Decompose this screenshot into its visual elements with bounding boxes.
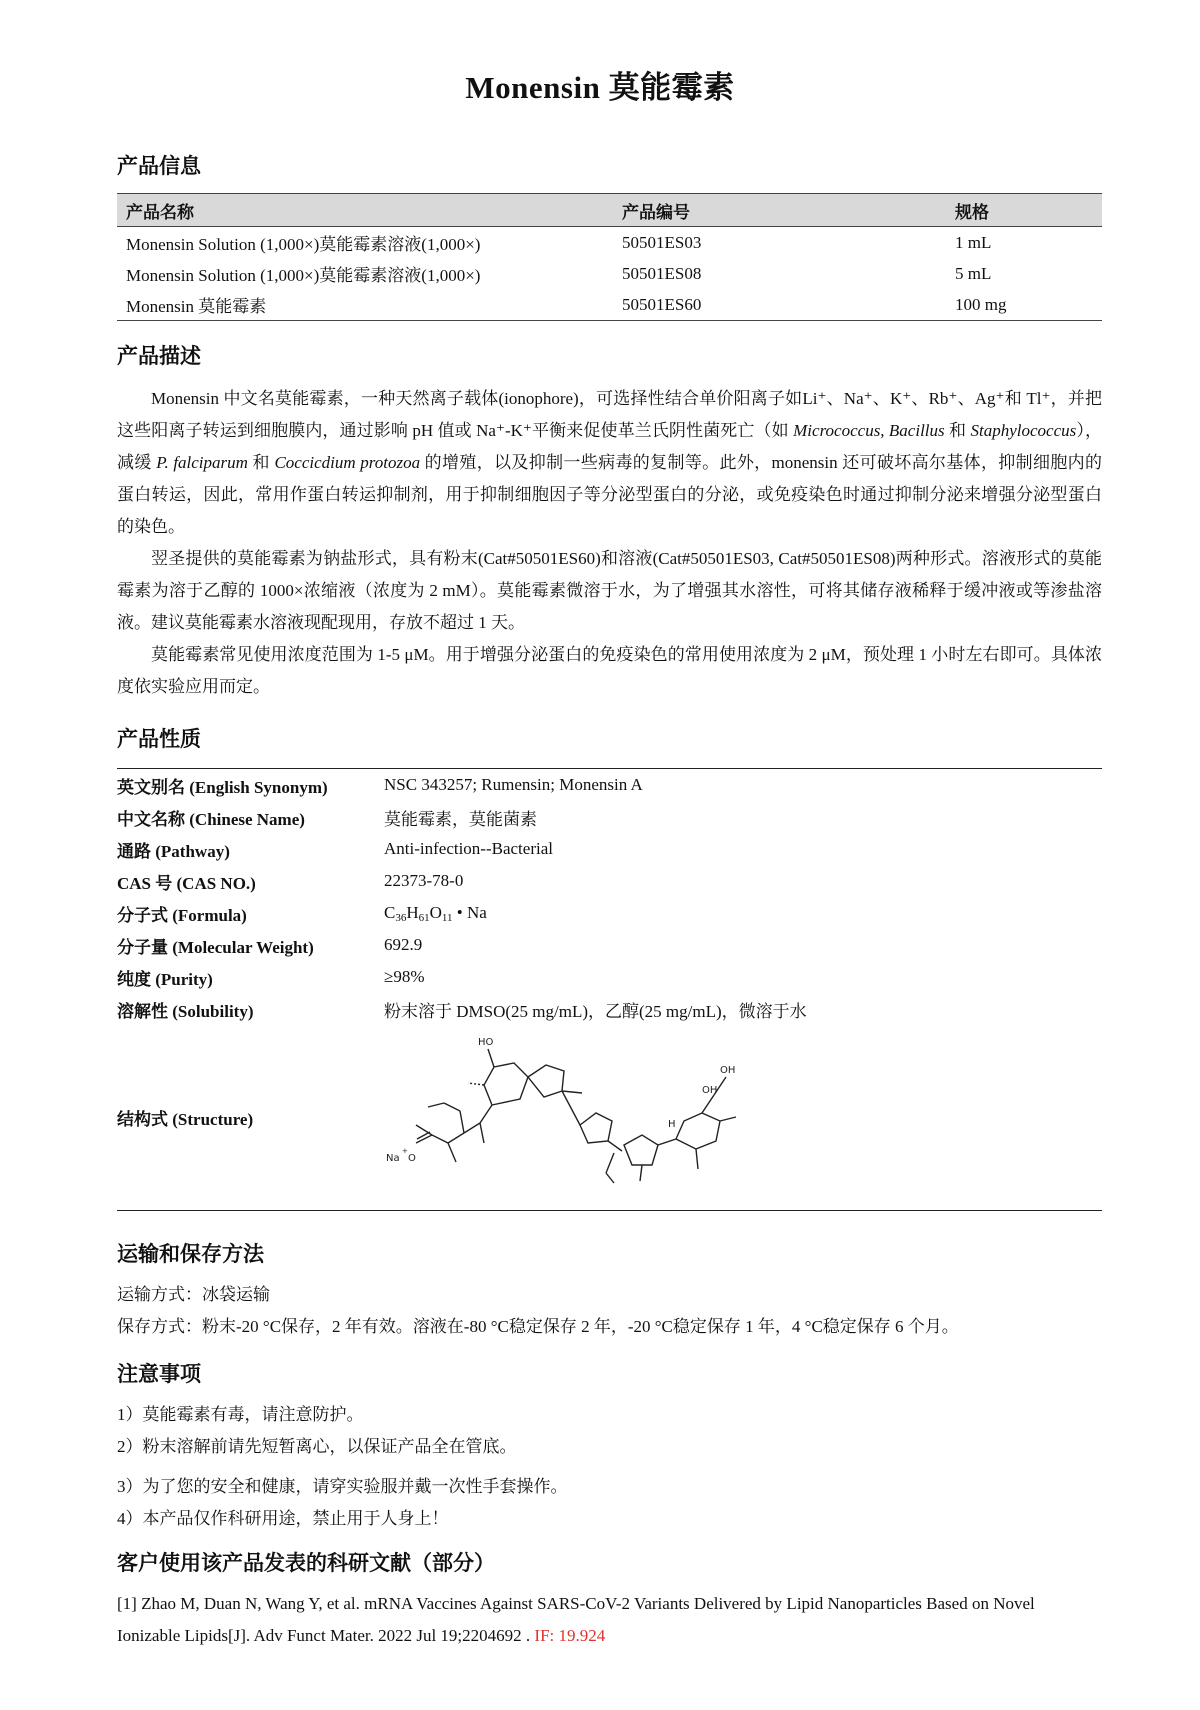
property-value: Anti-infection--Bacterial	[384, 839, 553, 858]
property-row	[117, 833, 1102, 865]
structure-figure	[384, 1025, 1102, 1210]
property-row	[117, 769, 1102, 801]
heading-notes: 注意事项	[117, 1362, 201, 1386]
property-key: 分子式 (Formula)	[117, 905, 247, 925]
property-value: 莫能霉素，莫能菌素	[384, 809, 537, 829]
impact-factor: IF: 19.924	[534, 1626, 606, 1645]
property-key: 分子量 (Molecular Weight)	[117, 937, 314, 957]
structure-label-o-minus: O	[408, 1153, 416, 1164]
heading-product-desc: 产品描述	[117, 344, 201, 368]
property-key: 英文别名 (English Synonym)	[117, 777, 328, 797]
table-row	[117, 289, 1102, 321]
heading-storage: 运输和保存方法	[117, 1242, 264, 1266]
table-row	[117, 227, 1102, 259]
property-key: 通路 (Pathway)	[117, 841, 230, 861]
chemical-structure-diagram	[384, 1025, 804, 1205]
cell-spec: 5 mL	[955, 263, 992, 283]
product-info-table	[117, 193, 1102, 321]
reference-item: [1] Zhao M, Duan N, Wang Y, et al. mRNA Vaccines Against SARS-CoV-2 Variants Delivered by Lipid Nanoparticles Based on Novel Ionizable Lipids[J]. Adv Funct Mater. 2022 Jul 19;2204692 . IF: 19.924	[117, 1594, 1035, 1645]
molecular-formula: $C_{36}H_{61}O_{11}$ • Na	[384, 902, 487, 924]
property-row	[117, 929, 1102, 961]
cell-spec: 100 mg	[946, 289, 1102, 321]
property-value: 粉末溶于 DMSO(25 mg/mL)，乙醇(25 mg/mL)，微溶于水	[384, 1001, 807, 1021]
structure-label-ho: HO	[478, 1037, 494, 1048]
cell-spec: 1 mL	[955, 232, 992, 252]
note-item: 2）粉末溶解前请先短暂离心，以保证产品全在管底。	[117, 1437, 517, 1456]
structure-label-plus: +	[402, 1147, 408, 1155]
description-paragraph-1: Monensin 中文名莫能霉素，一种天然离子载体(ionophore)，可选择性结合单价阳离子如Li⁺、Na⁺、K⁺、Rb⁺、Ag⁺和 Tl⁺，并把这些阳离子转运到细胞膜内，通过影响 pH 值或 Na⁺-K⁺平衡来促使革兰氏阴性菌死亡（如 Micrococcus, Bacillus 和 Staphylococcus），减缓 P. falciparum 和 Coccicdium protozoa 的增殖，以及抑制一些病毒的复制等。此外，monensin 还可破坏高尔基体，抑制细胞内的蛋白转运，因此，常用作蛋白转运抑制剂，用于抑制细胞因子等分泌型蛋白的分泌，或免疫染色时通过抑制分泌来增强分泌型蛋白的染色。	[117, 389, 1103, 536]
properties-table	[117, 768, 1102, 1211]
heading-product-props: 产品性质	[117, 727, 201, 751]
note-item: 4）本产品仅作科研用途，禁止用于人身上！	[117, 1509, 449, 1528]
structure-label-na: Na	[386, 1153, 400, 1164]
shipping-method: 运输方式：冰袋运输	[117, 1285, 270, 1304]
description-paragraph-3: 莫能霉素常见使用浓度范围为 1-5 μM。用于增强分泌蛋白的免疫染色的常用使用浓度为 2 μM，预处理 1 小时左右即可。具体浓度依实验应用而定。	[117, 645, 1102, 696]
property-key: 溶解性 (Solubility)	[117, 1001, 254, 1021]
storage-method: 保存方式：粉末-20 °C保存，2 年有效。溶液在-80 °C稳定保存 2 年，-20 °C稳定保存 1 年，4 °C稳定保存 6 个月。	[117, 1317, 959, 1336]
note-item: 3）为了您的安全和健康，请穿实验服并戴一次性手套操作。	[117, 1477, 568, 1496]
cell-name: Monensin Solution (1,000×)莫能霉素溶液(1,000×)	[126, 266, 481, 285]
property-row-structure	[117, 1025, 1102, 1211]
cell-code: 50501ES60	[613, 289, 946, 321]
col-header-code: 产品编号	[613, 194, 946, 227]
col-header-name: 产品名称	[117, 194, 613, 227]
structure-label-h: H	[668, 1119, 676, 1130]
table-row	[117, 258, 1102, 289]
structure-label-oh: OH	[720, 1065, 736, 1076]
property-value: 692.9	[384, 935, 423, 954]
structure-label-oh: OH	[702, 1085, 718, 1096]
col-header-spec: 规格	[946, 194, 1102, 227]
property-key: CAS 号 (CAS NO.)	[117, 873, 256, 893]
property-row	[117, 865, 1102, 897]
property-row-formula	[117, 897, 1102, 929]
property-value: NSC 343257; Rumensin; Monensin A	[384, 775, 643, 794]
property-row	[117, 801, 1102, 833]
property-row	[117, 961, 1102, 993]
property-value: ≥98%	[384, 967, 425, 986]
cell-name: Monensin Solution (1,000×)莫能霉素溶液(1,000×)	[126, 235, 481, 254]
property-key: 纯度 (Purity)	[117, 969, 213, 989]
cell-code: 50501ES08	[622, 263, 702, 283]
property-row	[117, 993, 1102, 1025]
property-value: 22373-78-0	[384, 871, 464, 890]
property-key: 结构式 (Structure)	[117, 1110, 254, 1129]
description-block	[117, 383, 1102, 703]
property-key: 中文名称 (Chinese Name)	[117, 809, 305, 829]
page-title: Monensin 莫能霉素	[465, 70, 735, 105]
table-header-row	[117, 194, 1102, 227]
heading-product-info: 产品信息	[117, 154, 201, 178]
heading-references: 客户使用该产品发表的科研文献（部分）	[117, 1551, 495, 1575]
cell-code: 50501ES03	[622, 232, 702, 252]
cell-name: Monensin 莫能霉素	[117, 289, 613, 321]
description-paragraph-2: 翌圣提供的莫能霉素为钠盐形式，具有粉末(Cat#50501ES60)和溶液(Cat#50501ES03, Cat#50501ES08)两种形式。溶液形式的莫能霉素为溶于乙醇的 1000×浓缩液（浓度为 2 mM）。莫能霉素微溶于水，为了增强其水溶性，可将其储存液稀释于缓冲液或等渗盐溶液。建议莫能霉素水溶液现配现用，存放不超过 1 天。	[117, 549, 1102, 632]
note-item: 1）莫能霉素有毒，请注意防护。	[117, 1405, 364, 1424]
